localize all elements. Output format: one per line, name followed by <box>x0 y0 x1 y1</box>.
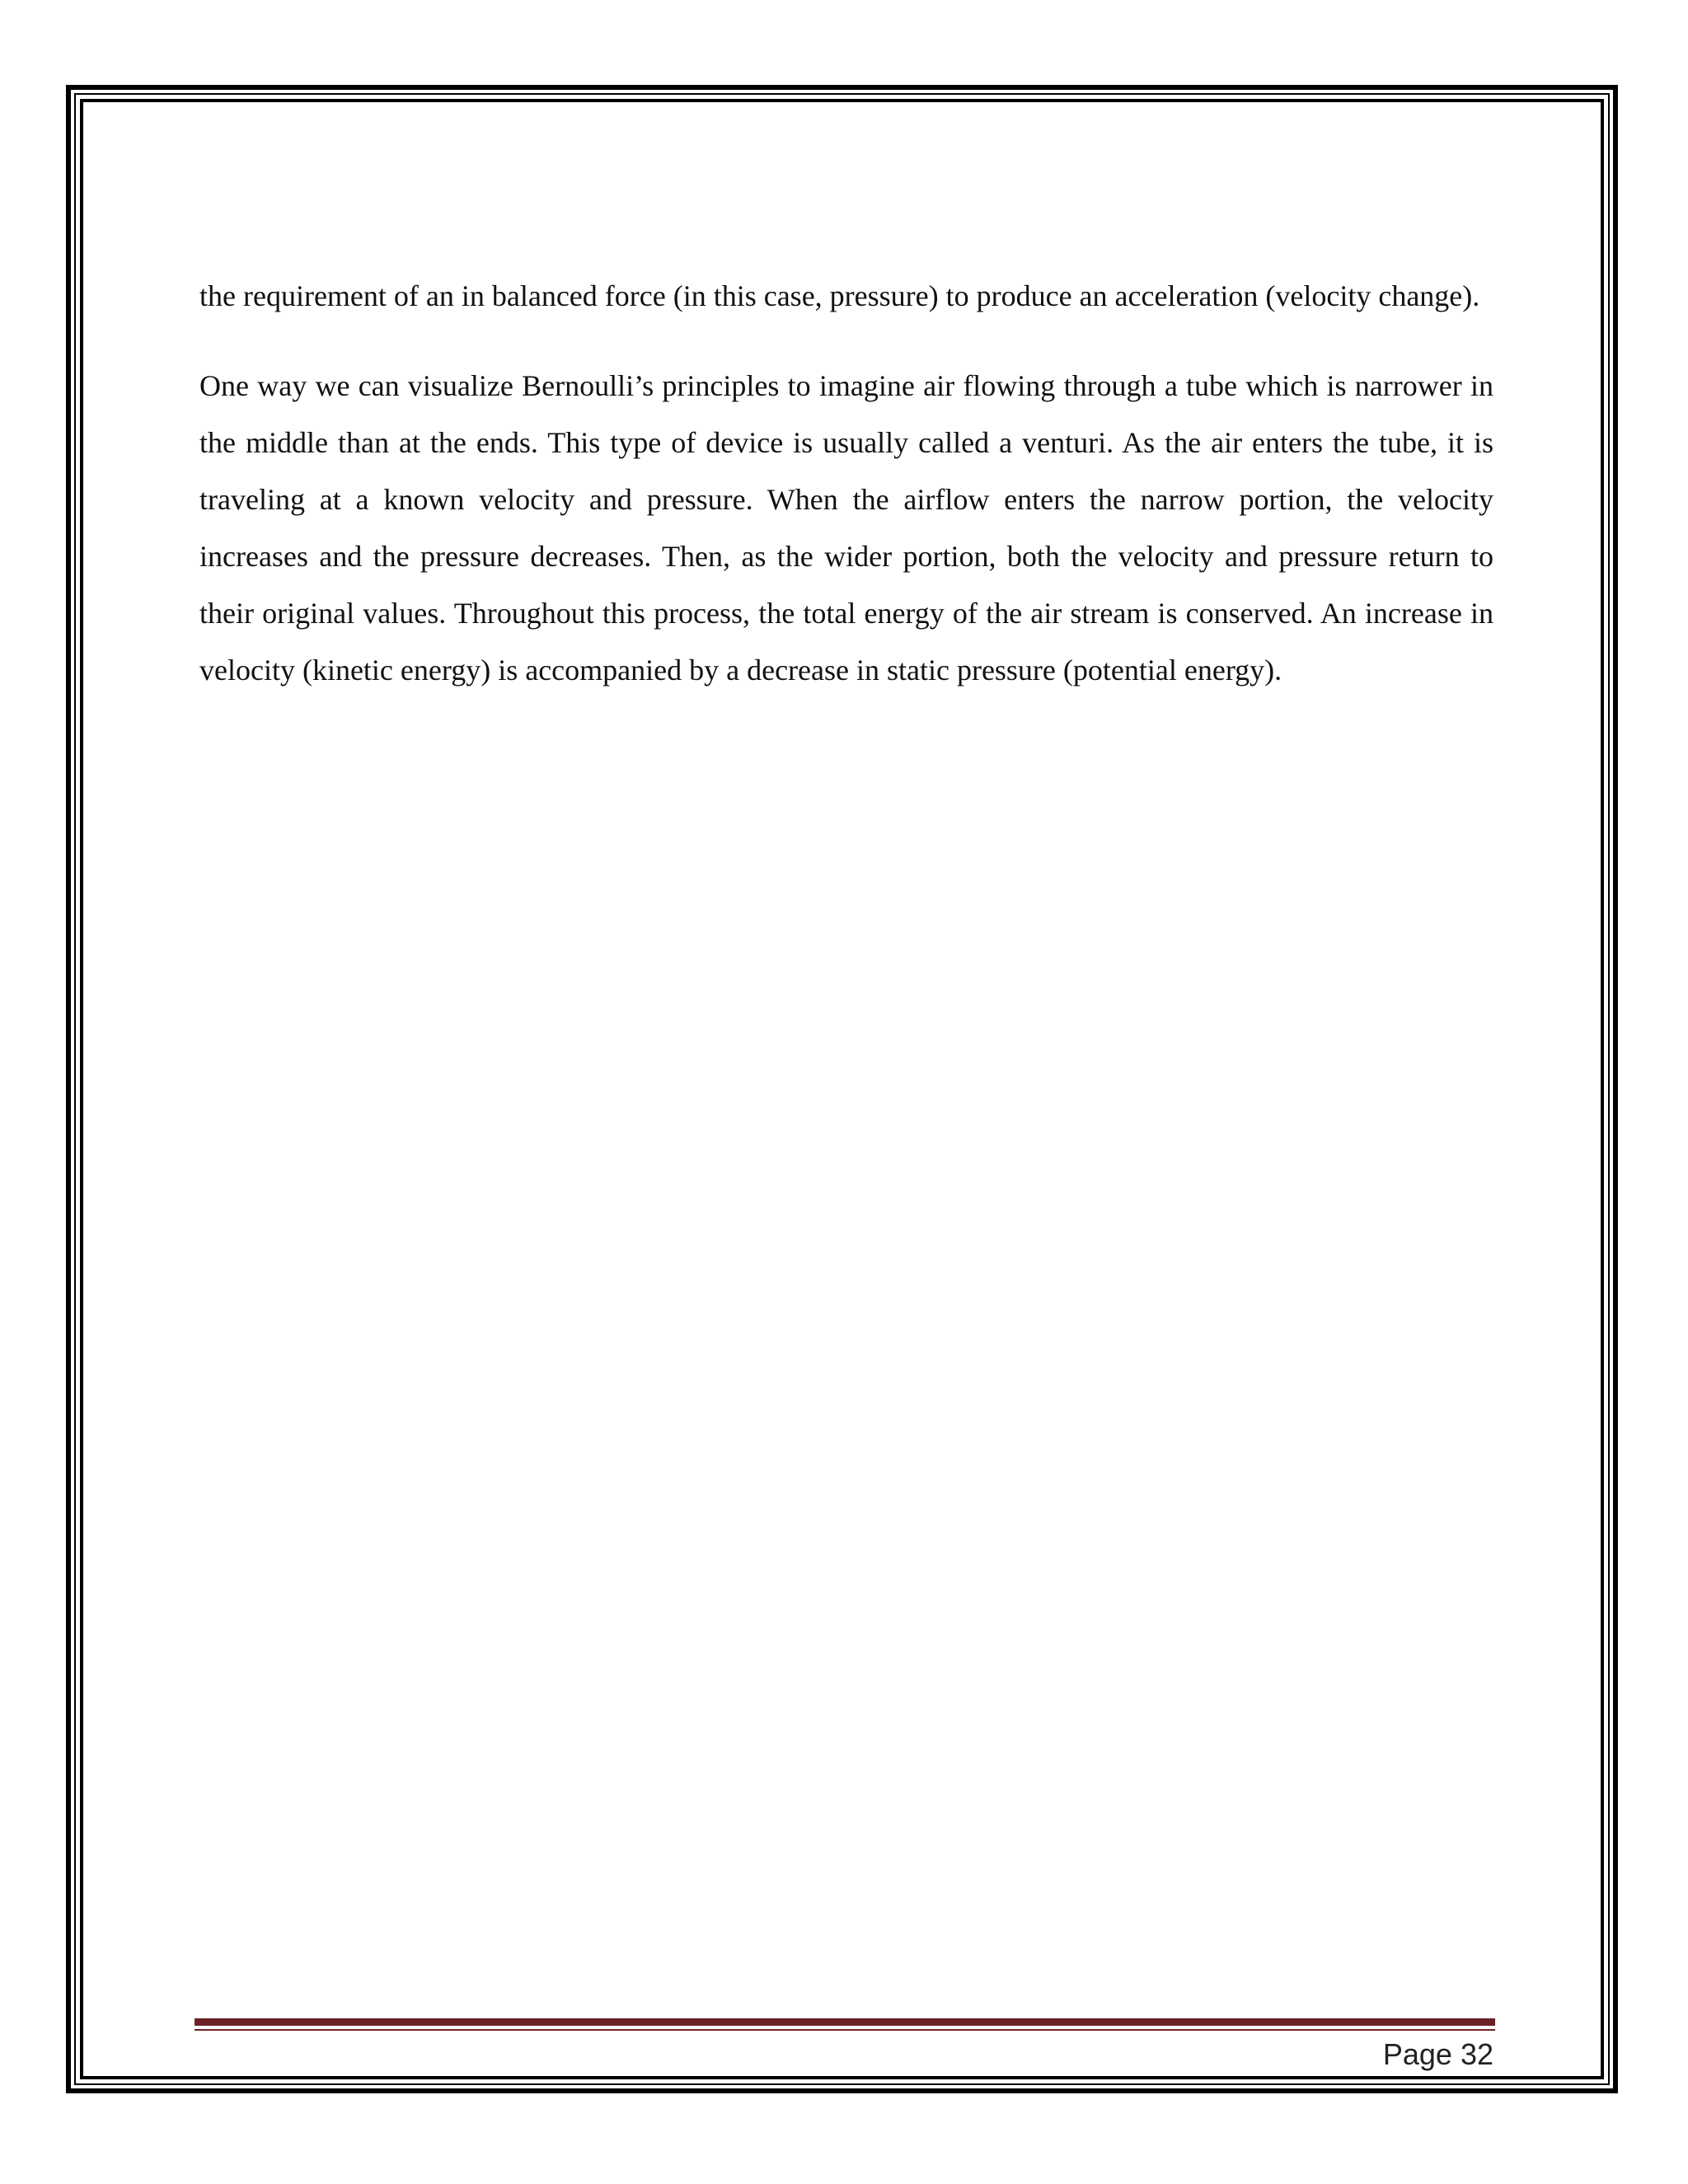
paragraph-acceleration: the requirement of an in balanced force (in this case, pressure) to produce an acceleration (velocity change). <box>199 279 1480 312</box>
footer-rule-thin <box>195 2029 1495 2031</box>
page-body <box>199 268 1493 699</box>
page-number: Page 32 <box>1382 2037 1493 2071</box>
paragraph-venturi: One way we can visualize Bernoulli’s principles to imagine air flowing through a tube which is narrower in the middle than at the ends. This type of device is usually called a venturi. As the air enters the tube, it is traveling at a known velocity and pressure. When the airflow enters the narrow portion, the velocity increases and the pressure decreases. Then, as the wider portion, both the velocity and pressure return to their original values. Throughout this process, the total energy of the air stream is conserved. An increase in velocity (kinetic energy) is accompanied by a decrease in static pressure (potential energy). <box>199 369 1493 687</box>
footer-rule-thick <box>195 2018 1495 2026</box>
